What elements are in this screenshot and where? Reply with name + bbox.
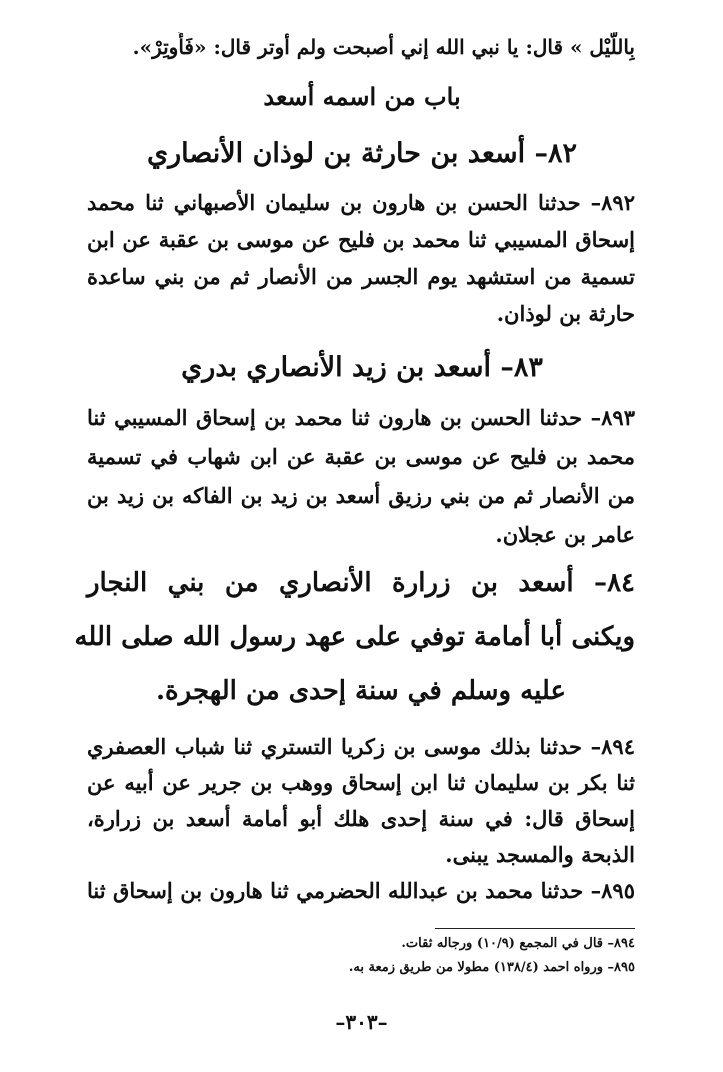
entry-83-line-4: عامر بن عجلان. xyxy=(495,522,635,547)
entry-895-line-1: ٨٩٥– حدثنا محمد بن عبدالله الحضرمي ثنا هارون بن إسحاق ثنا xyxy=(87,878,635,903)
entry-84-heading-line-2: ويكنى أبا أمامة توفي على عهد رسول الله صلى الله xyxy=(74,622,635,652)
entry-84-line-3: إسحاق قال: في سنة إحدى هلك أبو أمامة أسعد بن زرارة، xyxy=(87,806,635,831)
entry-82-line-1: ٨٩٢– حدثنا الحسن بن هارون بن سليمان الأصبهاني ثنا محمد xyxy=(87,190,635,215)
entry-84-line-4: الذبحة والمسجد يبنى. xyxy=(445,842,635,867)
footnote-894: ٨٩٤– قال في المجمع (١٠/٩) ورجاله ثقات. xyxy=(401,936,635,951)
entry-83-heading: ٨٣– أسعد بن زيد الأنصاري بدري xyxy=(181,352,543,383)
entry-83-line-3: من الأنصار ثم من بني رزيق أسعد بن زيد بن الفاكه بن زيد بن xyxy=(87,483,635,508)
entry-82-line-3: تسمية من استشهد يوم الجسر من الأنصار ثم من بني ساعدة xyxy=(87,264,635,289)
entry-82-heading: ٨٢– أسعد بن حارثة بن لوذان الأنصاري xyxy=(146,138,578,169)
entry-84-heading-line-1: ٨٤– أسعد بن زرارة الأنصاري من بني النجار xyxy=(87,568,635,598)
page-number: –٣٠٣– xyxy=(335,1010,388,1034)
entry-83-line-2: محمد بن فليح عن موسى بن عقبة عن ابن شهاب في تسمية xyxy=(87,444,635,469)
entry-84-line-2: ثنا بكر بن سليمان ثنا ابن إسحاق ووهب بن جرير عن أبيه عن xyxy=(87,770,635,795)
footnote-895: ٨٩٥– ورواه احمد (١٣٨/٤) مطولا من طريق زمعة به. xyxy=(348,960,635,975)
entry-84-heading-line-3: عليه وسلم في سنة إحدى من الهجرة. xyxy=(155,676,567,706)
entry-82-line-2: إسحاق المسيبي ثنا محمد بن فليح عن موسى بن عقبة عن ابن xyxy=(87,227,635,252)
entry-84-line-1: ٨٩٤– حدثنا بذلك موسى بن زكريا التستري ثنا شباب العصفري xyxy=(87,734,635,759)
entry-83-line-1: ٨٩٣– حدثنا الحسن بن هارون ثنا محمد بن إسحاق المسيبي ثنا xyxy=(87,405,635,430)
footnote-divider xyxy=(435,928,635,929)
entry-82-line-4: حارثة بن لوذان. xyxy=(496,301,635,326)
section-heading-bab: باب من اسمه أسعد xyxy=(263,82,461,111)
carryover-line: بِاللَّيْل » قال: يا نبي الله إني أصبحت ولم أوتر قال: «فَأَوتِرْ». xyxy=(132,35,635,59)
